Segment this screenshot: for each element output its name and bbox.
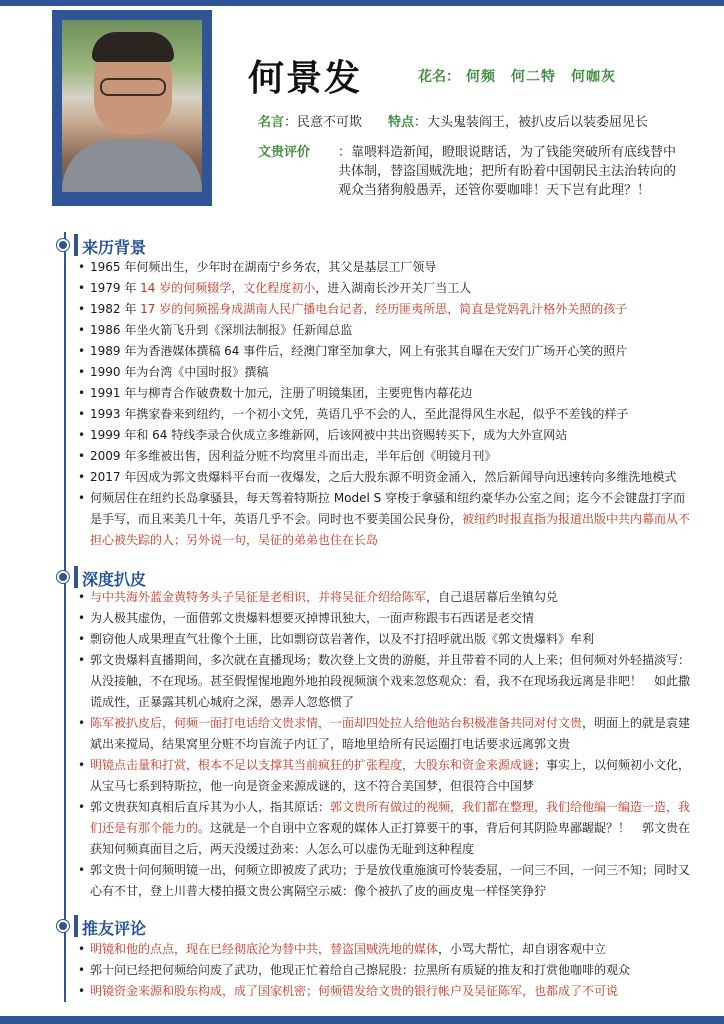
list-item: [78, 404, 696, 425]
item-text: ，自己退居幕后坐镇勾兑: [426, 590, 559, 604]
list-item: [78, 383, 696, 404]
section-bar: [74, 234, 78, 256]
list-item: [78, 981, 696, 1002]
section-title-deep: 深度扒皮: [82, 570, 147, 589]
deep-list: [78, 587, 696, 902]
list-item: [78, 629, 696, 650]
highlight-text: 陈军被扒皮后，何频一面打电话给文贵求情，一面却四处拉人给他站台积极准备共同对付文贵: [90, 716, 583, 730]
feature-label: 特点: [388, 115, 415, 130]
list-item: [78, 320, 696, 341]
highlight-text: 郭文贵所有做过的视频，我们都在整理，我们给他编一编造一造，我们还是有那个能力的: [90, 800, 691, 835]
item-text: 1991 年与柳青合作破费数十加元，注册了明镜集团，主要兜售内幕花边: [90, 386, 473, 400]
list-item: [78, 608, 696, 629]
alias-label: 花名：: [418, 69, 460, 85]
highlight-text: 17 岁的何频摇身成湖南人民广播电台记者，经历匪夷所思，简直是党妈乳汁格外关照的孩子: [140, 302, 628, 316]
list-item: [78, 467, 696, 488]
timeline-line: [64, 232, 66, 1002]
item-text: 1979 年: [90, 281, 141, 295]
item-text: 1965 年何频出生，少年时在湖南宁乡务农，其父是基层工厂领导: [90, 260, 437, 274]
section-dot: [57, 571, 69, 583]
item-text: 何频居住在纽约长岛拿骚县，每天驾着特斯拉 Model S 穿梭于拿骚和纽约豪华办公室之间；迄今不会键盘打字而是手写，而且来美几十年，英语几乎不会。同时也不要美国公民身份，: [90, 491, 686, 526]
item-text: 2017 年因成为郭文贵爆料平台而一夜爆发，之后大股东源不明资金涌入，然后新闻导向迅速转向多维洗地模式: [90, 470, 677, 484]
list-item: [78, 939, 696, 960]
profile-photo-frame: [52, 10, 212, 206]
alias-values: 何频 何二特 何咖灰: [466, 69, 616, 85]
item-text: ，明面上的就是袁建斌出来搅局，结果窝里分赃不均盲流子内讧了，暗地里给所有民运圈打电话要求远离郭文贵: [90, 716, 691, 751]
section-bar: [74, 915, 78, 937]
item-text: 郭文贵十问何频明镜一出，何频立即被废了武功；于是放伐重施演可怜装委屈，一问三不回，一问三不知；同时又心有不甘，登上川普大楼拍摄文贵公寓隔空示威：像个被扒了皮的画皮鬼一样怪笑狰狞: [90, 863, 691, 898]
item-text: 。这就是一个自诩中立客观的媒体人正打算要干的事，背后何其阴险卑鄙龌龊？！ 郭文贵在获知何频真面目之后，两天没缓过劲来：人怎么可以虚伪无耻到这种程度: [90, 821, 691, 856]
item-text: 1990 年为台湾《中国时报》撰稿: [90, 365, 269, 379]
profile-photo: [62, 20, 202, 192]
list-item: [78, 278, 696, 299]
list-item: [78, 425, 696, 446]
profile-alias: [418, 66, 616, 86]
highlight-text: 被纽约时报直指为报道出版中共内幕而从不担心被失踪的人；另外说一句，吴征的弟弟也住在长岛: [90, 512, 691, 547]
item-text: 1986 年坐火箭飞升到《深圳法制报》任新闻总监: [90, 323, 353, 337]
feature-value: ：大头鬼装阎王，被扒皮后以装委屈见长: [414, 115, 649, 130]
item-text: 郭文贵爆料直播期间，多次就在直播现场；数次登上文贵的游艇，并且带着不同的人上来；但何频对外轻描淡写：从没接触，不在现场。甚至假惺惺地跑外地拍段视频演个戏来忽悠观众：看，我不在现场我远离是非吧！ 如此撒谎成性，正暴露其机心城府之深，愚弄人忽悠惯了: [90, 653, 691, 709]
motto-label: 名言: [258, 115, 285, 130]
highlight-text: 明镜点击量和打赏，根本不足以支撑其当前疯狂的扩张程度，大股东和资金来源成谜: [90, 758, 535, 772]
top-accent-bar: [0, 0, 724, 6]
background-list: [78, 257, 696, 551]
item-text: ；事实上，以何频初小文化，从宝马七系到特斯拉，他一向是资金来源成谜的，这不符合美国梦，但很符合中国梦: [90, 758, 691, 793]
section-title-background: 来历背景: [82, 238, 147, 257]
motto-value: ：民意不可欺: [284, 115, 363, 130]
section-bar: [74, 566, 78, 588]
section-dot: [57, 239, 69, 251]
item-text: 郭十问已经把何频给问废了武功，他现正忙着给自己擦屁股：拉黑所有质疑的推友和打赏他咖啡的观众: [90, 963, 631, 977]
review-label: 文贵评价: [258, 145, 311, 160]
highlight-text: 14 岁的何频辍学，文化程度初小: [140, 281, 316, 295]
list-item: [78, 797, 696, 860]
profile-feature: [388, 111, 648, 130]
highlight-text: 与中共海外蓝金黄特务头子吴征是老相识，并将吴征介绍给陈军: [90, 590, 427, 604]
friends-list: [78, 939, 696, 1002]
item-text: 1982 年: [90, 302, 141, 316]
bottom-accent-bar: [0, 1016, 724, 1024]
highlight-text: 明镜和他的点点，现在已经彻底沦为替中共，替盗国贼洗地的媒体: [90, 942, 439, 956]
photo-shirt: [62, 140, 202, 192]
list-item: [78, 362, 696, 383]
list-item: [78, 341, 696, 362]
profile-review: [258, 143, 678, 200]
item-text: 剽窃他人成果理直气壮像个土匪，比如剽窃苡岩著作，以及不打招呼就出版《郭文贵爆料》牟利: [90, 632, 595, 646]
highlight-text: 明镜资金来源和股东构成，成了国家机密；何频错发给文贵的银行帐户及吴征陈军，也都成了不可说: [90, 984, 619, 998]
review-value: ：靠喂料造新闻，瞪眼说瞎话，为了钱能突破所有底线替中共体制，替盗国贼洗地；把所有盼着中国朝民主法治转向的观众当猪狗般愚弄，还管你要咖啡！天下岂有此理？！: [338, 145, 677, 198]
list-item: [78, 299, 696, 320]
list-item: [78, 755, 696, 797]
profile-motto: [258, 111, 362, 130]
item-text: 1993 年携家眷来到纽约，一个初小文凭，英语几乎不会的人，至此混得风生水起，似乎不差钱的样子: [90, 407, 629, 421]
list-item: [78, 257, 696, 278]
item-text: 为人极其虚伪，一面借郭文贵爆料想要灭掉博讯独大，一面声称跟韦石西诺是老交情: [90, 611, 535, 625]
list-item: [78, 860, 696, 902]
list-item: [78, 446, 696, 467]
item-text: 郭文贵获知真相后直斥其为小人，指其原话：: [90, 800, 331, 814]
item-text: ，小骂大帮忙，却自诩客观中立: [438, 942, 607, 956]
photo-hair: [92, 32, 174, 62]
list-item: [78, 713, 696, 755]
item-text: 1999 年和 64 特线李录合伙成立多维新网，后该网被中共出资赐转买下，成为大外宣网站: [90, 428, 568, 442]
photo-glasses: [100, 78, 166, 96]
list-item: [78, 650, 696, 713]
item-text: 2009 年多维被出售，因利益分赃不均窝里斗而出走，半年后创《明镜月刊》: [90, 449, 497, 463]
item-text: 1989 年为香港媒体撰稿 64 事件后，经澳门窜至加拿大，网上有张其自曝在天安门广场开心笑的照片: [90, 344, 628, 358]
item-text: ，进入湖南长沙开关厂当工人: [315, 281, 472, 295]
profile-name: 何景发: [248, 58, 363, 99]
list-item: [78, 587, 696, 608]
section-dot: [57, 920, 69, 932]
list-item: [78, 960, 696, 981]
list-item: [78, 488, 696, 551]
section-title-friends: 推友评论: [82, 919, 147, 938]
